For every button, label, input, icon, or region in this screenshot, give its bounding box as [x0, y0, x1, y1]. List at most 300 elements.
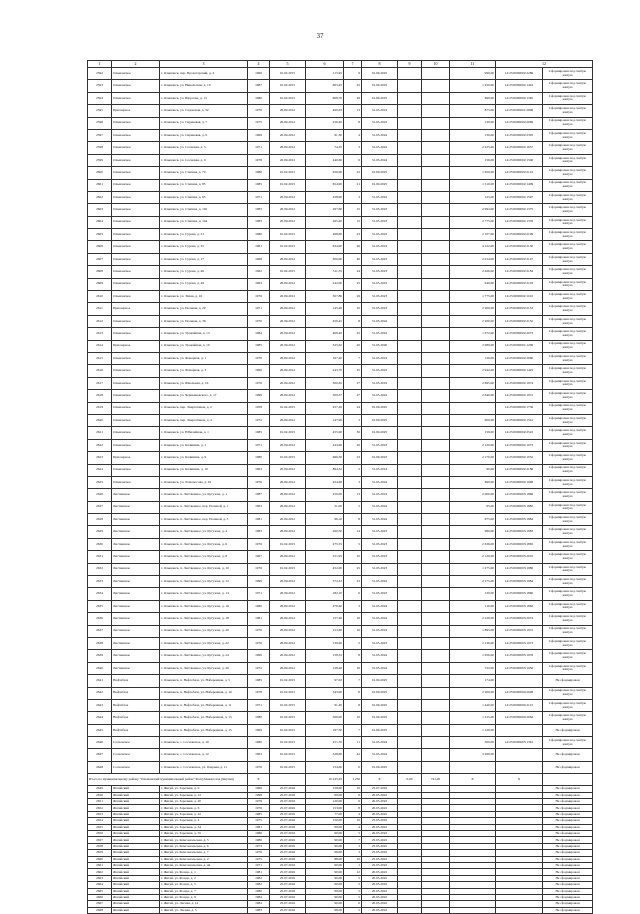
col10-cell — [422, 737, 450, 749]
address-cell: г. Ольшанск, ул. Фонарная, д. 1 — [160, 352, 248, 364]
cadastral-number-cell: 14:25:0000003:1972 — [496, 625, 543, 637]
build-year-cell: 1979 — [248, 799, 270, 805]
settlement-cell: Ольшанское — [112, 129, 160, 141]
build-year-cell: 1969 — [248, 724, 270, 736]
deadline-cell: 20.05.2022 — [362, 792, 398, 798]
build-year-cell: 1971 — [248, 699, 270, 711]
cadastral-number-cell: 14:25:0000002:1425 — [496, 365, 543, 377]
col9-cell — [398, 637, 422, 649]
cadastral-number-cell: 14:25:0000002:1365 — [496, 92, 543, 104]
row-number-cell: 2631 — [88, 551, 112, 563]
settlement-cell: Жатайский — [112, 888, 160, 894]
col9-cell — [398, 229, 422, 241]
row-number-cell: 2592 — [88, 68, 112, 80]
land-status-cell: Сформирован под снятую жилую — [543, 538, 593, 550]
cadastral-number-cell: 14:25:0000002:2130 — [496, 241, 543, 253]
row-number-cell: 2603 — [88, 204, 112, 216]
date-cell: 25.07.2016 — [270, 875, 306, 881]
build-year-cell: 1984 — [248, 901, 270, 907]
total-cell: X — [362, 774, 398, 786]
col10-cell — [422, 414, 450, 426]
build-year-cell: 1966 — [248, 365, 270, 377]
amount-cell: 2 014,00 — [450, 253, 496, 265]
row-number-cell: 2636 — [88, 613, 112, 625]
row-number-cell: 2627 — [88, 501, 112, 513]
settlement-cell: Лиственное — [112, 526, 160, 538]
address-cell: г. Ольшанск, ул. Сиреневая, д. 9 — [160, 129, 248, 141]
residents-cell: 7 — [344, 837, 362, 843]
cadastral-number-cell — [496, 749, 543, 761]
deadline-cell: 20.05.2022 — [362, 875, 398, 881]
col10-cell — [422, 129, 450, 141]
settlement-cell: Лиственное — [112, 514, 160, 526]
address-cell: г. Ольшанск, п. Лиственное, ул. Кутузова, д. 20 — [160, 625, 248, 637]
amount-cell: 156,00 — [450, 154, 496, 166]
deadline-cell: 25.05.2022 — [362, 862, 398, 868]
header-cell: 7 — [344, 61, 362, 68]
date-cell: 20.09.2012 — [270, 514, 306, 526]
amount-cell: 2 000,00 — [450, 489, 496, 501]
register-table-container — [87, 60, 592, 914]
build-year-cell: 1985 — [248, 340, 270, 352]
residents-cell: 5 — [344, 464, 362, 476]
amount-cell: 2 170,00 — [450, 452, 496, 464]
row-number-cell: 2597 — [88, 129, 112, 141]
residents-cell: 27 — [344, 390, 362, 402]
row-number-cell: 2652 — [88, 805, 112, 811]
build-year-cell: 1981 — [248, 241, 270, 253]
residents-cell: 8 — [344, 315, 362, 327]
residents-cell: 15 — [344, 216, 362, 228]
residents-cell: 15 — [344, 204, 362, 216]
row-number-cell: 2634 — [88, 588, 112, 600]
deadline-cell: 25.07.2022 — [362, 786, 398, 792]
area-cell: 507,80 — [306, 291, 344, 303]
area-cell: 476,40 — [306, 600, 344, 612]
col10-cell — [422, 699, 450, 711]
date-cell: 01.02.2015 — [270, 724, 306, 736]
row-number-cell: 2612 — [88, 315, 112, 327]
settlement-cell: Сосновское — [112, 737, 160, 749]
amount-cell — [450, 907, 496, 913]
area-cell: 311,55 — [306, 266, 344, 278]
row-number-cell: 2659 — [88, 850, 112, 856]
address-cell: г. Ольшанск, ул. Сосновая, д. 5 — [160, 142, 248, 154]
cadastral-number-cell — [496, 724, 543, 736]
address-cell: г. Жатай, ул. Заречная, д. 6 — [160, 805, 248, 811]
header-cell: 4 — [248, 61, 270, 68]
date-cell: 20.09.2012 — [270, 154, 306, 166]
amount-cell: 1 510,00 — [450, 179, 496, 191]
col10-cell — [422, 229, 450, 241]
cadastral-number-cell: 14:25:0000002:1736 — [496, 402, 543, 414]
col9-cell — [398, 576, 422, 588]
residents-cell: 5 — [344, 882, 362, 888]
cadastral-number-cell: 14:25:0000002:1442 — [496, 80, 543, 92]
land-status-cell: Сформирован под снятую жилую — [543, 452, 593, 464]
land-status-cell: Сформирован под снятую жилую — [543, 129, 593, 141]
residents-cell: 10 — [344, 856, 362, 862]
header-cell: 11 — [450, 61, 496, 68]
area-cell: 275,55 — [306, 538, 344, 550]
amount-cell: 875,00 — [450, 105, 496, 117]
address-cell: г. Жатай, ул. Комсомольская, д. 2 — [160, 856, 248, 862]
row-number-cell: 2658 — [88, 843, 112, 849]
area-cell: 158,00 — [306, 786, 344, 792]
page-number: 37 — [316, 32, 324, 40]
table-row — [88, 501, 593, 513]
table-row — [88, 724, 593, 736]
row-number-cell: 2640 — [88, 662, 112, 674]
address-cell: г. Ольшанск, ул. Калинина, д. 10 — [160, 464, 248, 476]
date-cell: 20.09.2012 — [270, 117, 306, 129]
land-status-cell: Сформирован под снятую жилую — [543, 142, 593, 154]
residents-cell: 6 — [344, 799, 362, 805]
date-cell: 01.02.2015 — [270, 452, 306, 464]
col10-cell — [422, 117, 450, 129]
col10-cell — [422, 724, 450, 736]
deadline-cell: 31.03.2024 — [362, 191, 398, 203]
land-status-cell: Сформирован под снятую жилую — [543, 563, 593, 575]
build-year-cell: 1968 — [248, 253, 270, 265]
col10-cell — [422, 662, 450, 674]
address-cell: г. Ольшанск, ул. Сурова, д. 35 — [160, 241, 248, 253]
row-number-cell: 2635 — [88, 600, 112, 612]
col10-cell — [422, 712, 450, 724]
land-status-cell: Не сформирован — [543, 799, 593, 805]
date-cell: 25.07.2016 — [270, 850, 306, 856]
residents-cell: 24 — [344, 402, 362, 414]
area-cell: 74,35 — [306, 142, 344, 154]
cadastral-number-cell — [496, 675, 543, 687]
amount-cell: 2 200,00 — [450, 303, 496, 315]
residents-cell: 4 — [344, 824, 362, 830]
cadastral-number-cell: 14:25:0000002:2286 — [496, 68, 543, 80]
residents-cell: 23 — [344, 229, 362, 241]
land-status-cell: Сформирован под снятую жилую — [543, 613, 593, 625]
table-row — [88, 365, 593, 377]
build-year-cell: 1976 — [248, 538, 270, 550]
cadastral-number-cell: 14:25:0000002:2522 — [496, 427, 543, 439]
table-row — [88, 266, 593, 278]
land-status-cell: Сформирован под снятую жилую — [543, 427, 593, 439]
land-status-cell: Сформирован под снятую жилую — [543, 328, 593, 340]
table-row — [88, 291, 593, 303]
address-cell: г. Жатай, ул. Заречная, д. 22 — [160, 811, 248, 817]
row-number-cell: 2643 — [88, 699, 112, 711]
deadline-cell: 31.03.2024 — [362, 650, 398, 662]
deadline-cell: 31.03.2023 — [362, 365, 398, 377]
residents-cell: 23 — [344, 452, 362, 464]
build-year-cell: 1978 — [248, 687, 270, 699]
area-cell: 154,00 — [306, 761, 344, 773]
total-cell — [543, 774, 593, 786]
address-cell: г. Ольшанск, ул. Сосновая, д. 9 — [160, 154, 248, 166]
settlement-cell: Ольшанское — [112, 390, 160, 402]
address-cell: г. Жатай, ул. Заречная, д. 9 — [160, 786, 248, 792]
land-status-cell: Сформирован под снятую жилую — [543, 687, 593, 699]
settlement-cell: Жатайский — [112, 850, 160, 856]
col10-cell — [422, 563, 450, 575]
row-number-cell: 2622 — [88, 439, 112, 451]
land-status-cell: Не сформирован — [543, 862, 593, 868]
col9-cell — [398, 464, 422, 476]
deadline-cell: 31.03.2024 — [362, 154, 398, 166]
date-cell: 25.07.2016 — [270, 824, 306, 830]
col10-cell — [422, 315, 450, 327]
deadline-cell: 31.03.2024 — [362, 613, 398, 625]
land-status-cell: Сформирован под снятую жилую — [543, 216, 593, 228]
cadastral-number-cell: 14:25:0000003:1866 — [496, 489, 543, 501]
area-cell: 91,30 — [306, 129, 344, 141]
address-cell: г. Ольшанск, п. Лиственное, ул. Кутузова, д. 4 — [160, 526, 248, 538]
date-cell: 25.07.2016 — [270, 786, 306, 792]
land-status-cell: Не сформирован — [543, 901, 593, 907]
residents-cell: 14 — [344, 526, 362, 538]
row-number-cell: 2644 — [88, 712, 112, 724]
address-cell: г. Ольшанск, п. Лиственное, ул. Кутузова, д. 24 — [160, 650, 248, 662]
row-number-cell: 2596 — [88, 117, 112, 129]
col9-cell — [398, 907, 422, 913]
address-cell: г. Жатай, ул. Фонда, д. 2 — [160, 875, 248, 881]
col9-cell — [398, 129, 422, 141]
col9-cell — [398, 303, 422, 315]
settlement-cell: Приозерное — [112, 340, 160, 352]
residents-cell: 3 — [344, 476, 362, 488]
residents-cell: 6 — [344, 901, 362, 907]
col9-cell — [398, 476, 422, 488]
row-number-cell: 2666 — [88, 894, 112, 900]
settlement-cell: Нефтебаза — [112, 687, 160, 699]
col9-cell — [398, 390, 422, 402]
area-cell: 894,32 — [306, 464, 344, 476]
area-cell: 242,00 — [306, 278, 344, 290]
amount-cell: 1 895,00 — [450, 625, 496, 637]
land-status-cell: Сформирован под снятую жилую — [543, 464, 593, 476]
cadastral-number-cell: 14:25:0000002:2184 — [496, 266, 543, 278]
col9-cell — [398, 501, 422, 513]
build-year-cell: 1976 — [248, 476, 270, 488]
land-status-cell: Сформирован под снятую жилую — [543, 92, 593, 104]
cadastral-number-cell: 14:25:0000002:2147 — [496, 253, 543, 265]
address-cell: г. Ольшанск, п. Нефтебаза, ул. Набережная, д. 11 — [160, 699, 248, 711]
address-cell: г. Ольшанск, п. Лиственное, ул. Кутузова, д. 22 — [160, 637, 248, 649]
residents-cell: 13 — [344, 489, 362, 501]
table-row — [88, 117, 593, 129]
deadline-cell: 20.05.2022 — [362, 907, 398, 913]
header-cell: 5 — [270, 61, 306, 68]
amount-cell: 2 200,00 — [450, 687, 496, 699]
header-cell: 10 — [422, 61, 450, 68]
land-status-cell: Сформирован под снятую жилую — [543, 526, 593, 538]
cadastral-number-cell: 14:25:0000004:2101 — [496, 699, 543, 711]
date-cell: 20.09.2012 — [270, 588, 306, 600]
area-cell: 603,45 — [306, 80, 344, 92]
residents-cell: 8 — [344, 699, 362, 711]
row-number-cell: 2668 — [88, 907, 112, 913]
land-status-cell: Сформирован под снятую жилую — [543, 637, 593, 649]
address-cell: г. Ольшанск, ул. Полевая, д. 36 — [160, 315, 248, 327]
date-cell: 20.09.2012 — [270, 526, 306, 538]
col9-cell — [398, 489, 422, 501]
row-number-cell: 2637 — [88, 625, 112, 637]
settlement-cell: Ольшанское — [112, 229, 160, 241]
cadastral-number-cell: 14:25:0000002:2069 — [496, 117, 543, 129]
address-cell: г. Ольшанск, пер. Энергетиков, д. 4 — [160, 414, 248, 426]
table-row — [88, 699, 593, 711]
row-number-cell: 2656 — [88, 831, 112, 837]
address-cell: г. Жатай, ул. Комсомольская, д. 44 — [160, 862, 248, 868]
row-number-cell: 2662 — [88, 869, 112, 875]
residents-cell: 25 — [344, 563, 362, 575]
build-year-cell: 1973 — [248, 843, 270, 849]
col9-cell — [398, 737, 422, 749]
settlement-cell: Сосновское — [112, 761, 160, 773]
date-cell: 25.07.2016 — [270, 811, 306, 817]
amount-cell: 4 122,00 — [450, 241, 496, 253]
date-cell: 01.02.2015 — [270, 737, 306, 749]
land-status-cell: Не сформирован — [543, 869, 593, 875]
date-cell: 01.02.2015 — [270, 427, 306, 439]
residents-cell: 4 — [344, 811, 362, 817]
col9-cell — [398, 266, 422, 278]
address-cell: г. Ольшанск, с. Сосновское, д. 12 — [160, 749, 248, 761]
build-year-cell: 1962 — [248, 266, 270, 278]
row-number-cell: 2647 — [88, 749, 112, 761]
area-cell: 251,95 — [306, 551, 344, 563]
settlement-cell: Жатайский — [112, 837, 160, 843]
row-number-cell: 2629 — [88, 526, 112, 538]
build-year-cell: 1980 — [248, 888, 270, 894]
land-status-cell: Сформирован под снятую жилую — [543, 352, 593, 364]
cadastral-number-cell: 14:25:0000002:2073 — [496, 328, 543, 340]
deadline-cell: 31.03.2024 — [362, 749, 398, 761]
col10-cell — [422, 588, 450, 600]
area-cell: 167,40 — [306, 352, 344, 364]
col10-cell — [422, 761, 450, 773]
table-row — [88, 538, 593, 550]
area-cell: 300,00 — [306, 253, 344, 265]
row-number-cell: 2616 — [88, 365, 112, 377]
build-year-cell: 1981 — [248, 869, 270, 875]
amount-cell: 690,00 — [450, 476, 496, 488]
settlement-cell: Ольшанское — [112, 154, 160, 166]
amount-cell: 125,00 — [450, 191, 496, 203]
col10-cell — [422, 613, 450, 625]
row-number-cell: 2633 — [88, 576, 112, 588]
build-year-cell: 1996 — [248, 390, 270, 402]
area-cell: 60,00 — [306, 792, 344, 798]
col9-cell — [398, 352, 422, 364]
land-status-cell: Сформирован под снятую жилую — [543, 340, 593, 352]
settlement-cell: Жатайский — [112, 882, 160, 888]
build-year-cell: 1980 — [248, 92, 270, 104]
land-status-cell: Не сформирован — [543, 837, 593, 843]
row-number-cell: 2605 — [88, 229, 112, 241]
area-cell: 90,00 — [306, 882, 344, 888]
date-cell: 25.07.2016 — [270, 862, 306, 868]
residents-cell: 22 — [344, 167, 362, 179]
residents-cell: 3 — [344, 191, 362, 203]
residents-cell: 20 — [344, 439, 362, 451]
deadline-cell: 31.03.2024 — [362, 476, 398, 488]
build-year-cell: 1981 — [248, 514, 270, 526]
deadline-cell: 31.03.2023 — [362, 117, 398, 129]
col10-cell — [422, 105, 450, 117]
total-cell: 0,00 — [398, 774, 422, 786]
build-year-cell: 1984 — [248, 328, 270, 340]
address-cell: г. Ольшанск, п. Нефтебаза, ул. Набережная, д. 13 — [160, 712, 248, 724]
deadline-cell: 31.03.2023 — [362, 588, 398, 600]
date-cell: 20.09.2012 — [270, 365, 306, 377]
build-year-cell: 1970 — [248, 637, 270, 649]
address-cell: г. Ольшанск, ул. Полевая, д. 20 — [160, 303, 248, 315]
settlement-cell: Ольшанское — [112, 92, 160, 104]
address-cell: г. Ольшанск, п. Лиственное, ул. Кутузова, д. 6 — [160, 538, 248, 550]
row-number-cell: 2641 — [88, 675, 112, 687]
build-year-cell: 1972 — [248, 414, 270, 426]
address-cell: г. Ольшанск, ул. Степная, д. 70 — [160, 167, 248, 179]
area-cell: 90,00 — [306, 869, 344, 875]
area-cell: 260,50 — [306, 526, 344, 538]
col9-cell — [398, 328, 422, 340]
amount-cell: 126,00 — [450, 352, 496, 364]
date-cell: 20.09.2012 — [270, 278, 306, 290]
date-cell: 25.07.2016 — [270, 792, 306, 798]
date-cell: 20.09.2012 — [270, 613, 306, 625]
row-number-cell: 2628 — [88, 514, 112, 526]
address-cell: г. Ольшанск, ул. Калинина, д. 1 — [160, 439, 248, 451]
residents-cell: 8 — [344, 514, 362, 526]
build-year-cell: 1975 — [248, 856, 270, 862]
address-cell: г. Ольшанск, п. Лиственное, ул. Кутузова, д. 18 — [160, 613, 248, 625]
deadline-cell: 31.03.2023 — [362, 489, 398, 501]
residents-cell: 10 — [344, 786, 362, 792]
settlement-cell: Ольшанское — [112, 439, 160, 451]
cadastral-number-cell: 14:25:0000004:2062 — [496, 712, 543, 724]
residents-cell: 5 — [344, 501, 362, 513]
land-status-cell: Сформирован под снятую жилую — [543, 105, 593, 117]
deadline-cell: 01.09.2025 — [362, 761, 398, 773]
area-cell: 182,10 — [306, 588, 344, 600]
date-cell: 20.09.2012 — [270, 291, 306, 303]
table-row — [88, 204, 593, 216]
col9-cell — [398, 625, 422, 637]
settlement-cell: Лиственное — [112, 650, 160, 662]
col9-cell — [398, 724, 422, 736]
area-cell: 153,60 — [306, 625, 344, 637]
date-cell: 25.07.2016 — [270, 843, 306, 849]
col10-cell — [422, 526, 450, 538]
residents-cell: 7 — [344, 675, 362, 687]
build-year-cell: 1976 — [248, 805, 270, 811]
amount-cell: 900,00 — [450, 414, 496, 426]
col9-cell — [398, 526, 422, 538]
deadline-cell: 01.09.2025 — [362, 80, 398, 92]
cadastral-number-cell: 14:25:0000002:2122 — [496, 167, 543, 179]
col10-cell — [422, 352, 450, 364]
land-status-cell: Не сформирован — [543, 818, 593, 824]
table-row — [88, 551, 593, 563]
area-cell: 300,65 — [306, 377, 344, 389]
settlement-cell: Лиственное — [112, 613, 160, 625]
land-status-cell: Сформирован под снятую жилую — [543, 315, 593, 327]
settlement-cell: Лиственное — [112, 662, 160, 674]
deadline-cell: 31.03.2023 — [362, 303, 398, 315]
cadastral-number-cell: 14:25:0000002:2395 — [496, 129, 543, 141]
deadline-cell: 31.03.2023 — [362, 204, 398, 216]
settlement-cell: Ольшанское — [112, 167, 160, 179]
